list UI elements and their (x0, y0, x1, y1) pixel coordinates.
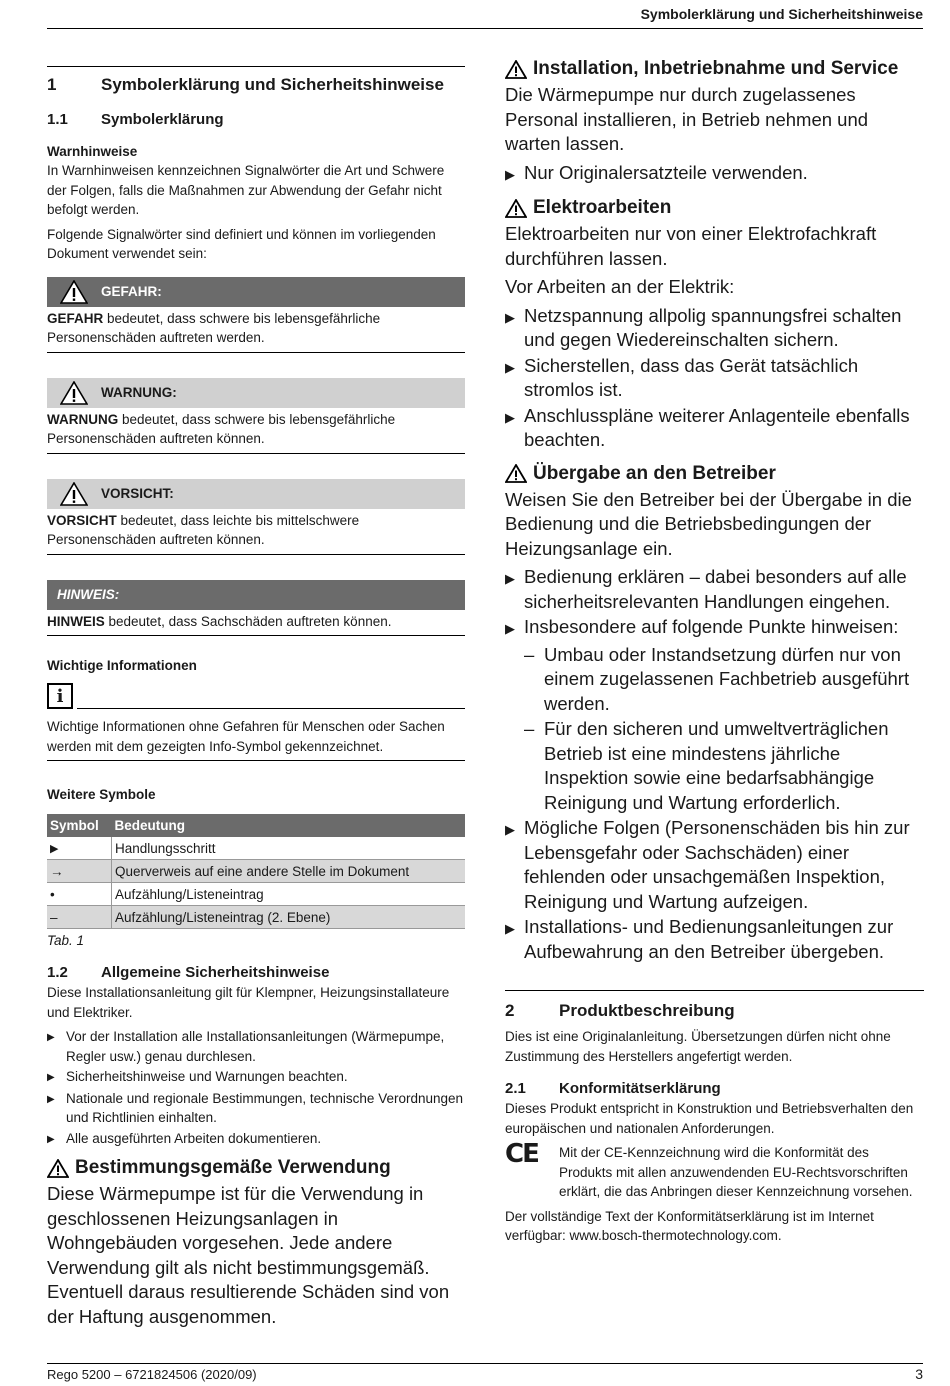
step-icon: ▶ (505, 409, 515, 425)
warning-bar (47, 378, 465, 408)
table-header-row (47, 814, 465, 837)
list-item: ▶ Netzspannung allpolig spannungsfrei schalten und gegen Wiedereinschalten sichern. (505, 304, 924, 353)
step-icon: ▶ (47, 1093, 55, 1105)
section-title: Symbolerklärung und Sicherheitshinweise (101, 75, 444, 94)
section-title: Allgemeine Sicherheitshinweise (101, 964, 330, 981)
section-number: 2 (505, 1001, 515, 1020)
table-row (47, 860, 465, 883)
meaning-cell: Aufzählung/Listeneintrag (2. Ebene) (112, 906, 466, 929)
warning-triangle-icon (47, 482, 101, 506)
list-item: ▶ Alle ausgeführten Arbeiten dokumentieren. (47, 1129, 465, 1150)
step-icon: ▶ (47, 1072, 55, 1083)
left-column (47, 66, 465, 1333)
step-icon: ▶ (505, 822, 515, 837)
header-rule (47, 28, 923, 29)
section-title: Symbolerklärung (101, 111, 224, 128)
handover-text: Weisen Sie den Betreiber bei der Übergabe in die Bedienung und die Betriebsbedingungen der Heizungsanlage ein. (505, 488, 912, 559)
electrical-heading: Elektroarbeiten (505, 197, 924, 219)
warnhinweise-heading: Warnhinweise (47, 144, 138, 159)
signalwords-intro: Folgende Signalwörter sind definiert und können im vorliegenden Dokument verwendet sein: (47, 226, 436, 261)
section-number: 1 (47, 75, 57, 94)
list-item: ▶ Bedienung erklären – dabei besonders auf alle sicherheitsrelevanten Handlungen eingehen. (505, 565, 924, 614)
electrical-intro: Vor Arbeiten an der Elektrik: (505, 276, 735, 297)
list-item: ▶ Nur Originalersatzteile verwenden. (505, 161, 924, 188)
section-2-heading (505, 1001, 924, 1021)
notice-text: HINWEIS bedeutet, dass Sachschäden auftreten können. (47, 610, 465, 637)
section-rule (505, 990, 924, 991)
section-number: 2.1 (505, 1080, 526, 1097)
section-number: 1.1 (47, 111, 68, 128)
list-item: ▶ Vor der Installation alle Installationsanleitungen (Wärmepumpe, Regler usw.) genau durchlesen. (47, 1027, 465, 1066)
list-item: ▶ Sicherheitshinweise und Warnungen beachten. (47, 1067, 465, 1088)
step-icon: ▶ (47, 1133, 55, 1145)
list-item: ▶ Sicherstellen, dass das Gerät tatsächlich stromlos ist. (505, 354, 924, 403)
info-rule (77, 708, 465, 709)
symbol-cell: → (47, 860, 112, 883)
right-column (505, 58, 924, 1251)
step-icon: ▶ (47, 1032, 55, 1043)
step-icon: ▶ (505, 359, 515, 375)
step-icon: ▶ (505, 621, 515, 636)
table-caption: Tab. 1 (47, 933, 85, 948)
symbols-table (47, 814, 465, 929)
section-number: 1.2 (47, 964, 68, 981)
ce-block (505, 1139, 924, 1202)
step-icon: ▶ (505, 166, 515, 182)
intended-use-heading: Bestimmungsgemäße Verwendung (47, 1157, 465, 1179)
warnhinweise-text: In Warnhinweisen kennzeichnen Signalwörter die Art und Schwere der Folgen, falls die Maßnahmen zur Abwendung der Gefahr nicht befolgt werden. (47, 163, 445, 217)
warning-triangle-icon (505, 464, 527, 483)
list-item: ▶ Mögliche Folgen (Personenschäden bis hin zur Lebensgefahr oder Sachschäden) einer fehlenden oder unsachgemäßen Inspektion, Reinigung und Wartung aufzeigen. (505, 816, 924, 914)
warning-triangle-icon (505, 60, 527, 79)
warning-text: WARNUNG bedeutet, dass schwere bis lebensgefährliche Personenschäden auftreten können. (47, 408, 465, 454)
electrical-text: Elektroarbeiten nur von einer Elektrofachkraft durchführen lassen. (505, 223, 877, 269)
installation-text: Die Wärmepumpe nur durch zugelassenes Personal installieren, in Betrieb nehmen und warten lassen. (505, 84, 869, 154)
page-number: 3 (915, 1366, 923, 1382)
scope-text: Diese Installationsanleitung gilt für Klempner, Heizungsinstallateure und Elektriker. (47, 985, 450, 1020)
step-icon: ▶ (505, 921, 515, 936)
footer-rule (47, 1363, 923, 1364)
intended-use-text: Diese Wärmepumpe ist für die Verwendung in geschlossenen Heizungsanlagen in Wohngebäuden vorgesehen. Jede andere Verwendung gilt als nicht bestimmungsgemäß. Eventuell daraus resultierende Schäden sind von der Haftung ausgenommen. (47, 1183, 450, 1327)
warning-triangle-icon (47, 280, 101, 304)
symbol-cell: – (47, 906, 112, 929)
conformity-url-text: Der vollständige Text der Konformitätserklärung ist im Internet verfügbar: www.bosch-thermotechnology.com. (505, 1208, 874, 1243)
meaning-cell: Querverweis auf eine andere Stelle im Dokument (112, 860, 466, 883)
info-box (47, 683, 465, 709)
installation-heading: Installation, Inbetriebnahme und Service (505, 58, 924, 80)
step-icon: ▶ (505, 309, 515, 325)
warning-triangle-icon (47, 1159, 69, 1178)
warning-triangle-icon (47, 381, 101, 405)
section-title: Konformitätserklärung (559, 1080, 721, 1097)
info-text: Wichtige Informationen ohne Gefahren für Menschen oder Sachen werden mit dem gezeigten Info-Symbol gekennzeichnet. (47, 715, 465, 761)
warning-label: WARNUNG: (101, 385, 177, 400)
list-item: ▶ Insbesondere auf folgende Punkte hinweisen: (505, 615, 924, 642)
symbol-cell: • (47, 883, 112, 906)
meaning-cell: Handlungsschritt (112, 837, 466, 860)
section-title: Produktbeschreibung (559, 1001, 735, 1020)
list-item: ▶ Anschlusspläne weiterer Anlagenteile ebenfalls beachten. (505, 404, 924, 453)
caution-text: VORSICHT bedeutet, dass leichte bis mittelschwere Personenschäden auftreten können. (47, 509, 465, 555)
sub-list-item: – Für den sicheren und umweltverträglichen Betrieb ist eine mindestens jährliche Inspektion sowie eine bedarfsabhängige Reinigung und Wartung erforderlich. (524, 718, 889, 813)
table-header: Symbol (47, 814, 112, 837)
warning-triangle-icon (505, 199, 527, 218)
list-item: ▶ Installations- und Bedienungsanleitungen zur Aufbewahrung an den Betreiber übergeben. (505, 915, 924, 964)
ce-mark-icon: CE (505, 1139, 538, 1169)
notice-label: HINWEIS: (57, 587, 120, 602)
danger-label: GEFAHR: (101, 284, 162, 299)
section-1-1-heading (47, 111, 465, 128)
info-heading: Wichtige Informationen (47, 658, 197, 673)
table-row (47, 883, 465, 906)
info-icon: i (47, 683, 73, 709)
caution-bar (47, 479, 465, 509)
symbol-cell: ▶ (47, 837, 112, 860)
running-header: Symbolerklärung und Sicherheitshinweise (640, 6, 923, 22)
section-1-heading (47, 75, 465, 95)
section-1-2-heading (47, 964, 465, 981)
sub-list-item: – Umbau oder Instandsetzung dürfen nur von einem zugelassenen Fachbetrieb ausgeführt werden. (524, 643, 910, 714)
original-notice: Dies ist eine Originalanleitung. Übersetzungen dürfen nicht ohne Zustimmung des Herstellers angefertigt werden. (505, 1029, 891, 1064)
more-symbols-heading: Weitere Symbole (47, 787, 156, 802)
ce-text: Mit der CE-Kennzeichnung wird die Konformität des Produkts mit allen anzuwendenden EU-Rechtsvorschriften erklärt, die das Anbringen dieser Kennzeichnung vorsehen. (559, 1145, 913, 1199)
list-item: ▶ Nationale und regionale Bestimmungen, technische Verordnungen und Richtlinien einhalten. (47, 1089, 465, 1128)
meaning-cell: Aufzählung/Listeneintrag (112, 883, 466, 906)
table-header: Bedeutung (112, 814, 466, 837)
caution-label: VORSICHT: (101, 486, 174, 501)
table-row (47, 837, 465, 860)
table-row (47, 906, 465, 929)
section-rule (47, 66, 465, 67)
handover-heading: Übergabe an den Betreiber (505, 463, 924, 485)
conformity-text: Dieses Produkt entspricht in Konstruktion und Betriebsverhalten den europäischen und nationalen Anforderungen. (505, 1101, 914, 1136)
footer-doc-id: Rego 5200 – 6721824506 (2020/09) (47, 1367, 257, 1382)
notice-bar (47, 580, 465, 610)
danger-text: GEFAHR bedeutet, dass schwere bis lebensgefährliche Personenschäden auftreten werden. (47, 307, 465, 353)
step-icon: ▶ (505, 571, 515, 586)
danger-bar (47, 277, 465, 307)
section-2-1-heading (505, 1080, 924, 1097)
